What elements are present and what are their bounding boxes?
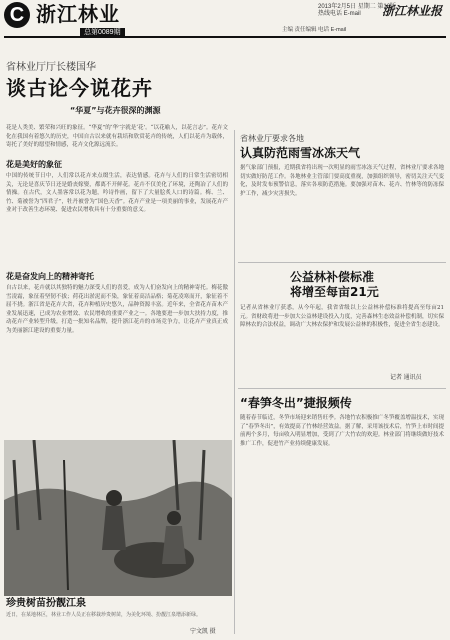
- story2-kicker: 省林业厅要求各地: [240, 134, 304, 143]
- lead-headline: 谈古论今说花卉: [6, 76, 153, 100]
- lead-kicker: 省林业厅厅长楼国华: [6, 62, 96, 73]
- photo-scene: [4, 440, 232, 596]
- divider-story3: [238, 388, 446, 389]
- column-divider: [234, 130, 235, 634]
- story4-headline: “春笋冬出”捷报频传: [240, 396, 352, 410]
- masthead: [0, 0, 450, 40]
- section1-text: 中国的传统节日中，人们常以花卉来点缀生活，表达情感。花卉与人们的日常生活密切相关，无论是喜庆节日还是婚丧嫁娶，都离不开鲜花。花卉不仅美化了环境，还陶冶了人们的情操。在古代，文人墨客常以花为题，吟诗作画，留下了大量脍炙人口的诗篇。梅、兰、竹、菊被誉为“四君子”，牡丹被誉为“国色天香”。花卉产业是一项美丽的事业，发展花卉产业对于改善生态环境、促进农民增收具有十分重要的意义。: [6, 173, 228, 213]
- story3-headline-line1: 公益林补偿标准: [290, 270, 375, 284]
- section1-title: 花是美好的象征: [6, 160, 62, 169]
- section2-title: 花是奋发向上的精神寄托: [6, 272, 94, 281]
- photo-caption: 近日，在某地林区，林业工作人员正在移栽珍贵树苗，为美化环境、扮靓江泉增添新绿。: [6, 612, 202, 618]
- dateline: 2013年2月5日 星期二 第16版 热线电话 E-mail: [318, 4, 397, 17]
- divider-story2: [238, 262, 446, 263]
- photo-title: 珍贵树苗扮靓江泉: [6, 598, 86, 609]
- lead-intro: 花是人类美、繁荣和兴旺的象征。“华夏”的‘华’字就是‘花’。“以花喻人，以花言志”。花卉文化在我国有着悠久的历史，中国自古以来就有栽培和欣赏花卉的传统，人们以花卉为载体，寄托了美好的愿望和情感，花卉文化源远流长。: [6, 125, 228, 148]
- masthead-rule: [4, 36, 446, 38]
- story3-headline-line2: 将增至每亩21元: [290, 285, 379, 299]
- paper-name: 浙江林业报: [382, 4, 443, 18]
- section2-text: 自古以来，花卉就以其独特的魅力深受人们的喜爱，成为人们奋发向上的精神寄托。梅花傲雪凌霜，象征着坚韧不拔；荷花出淤泥而不染，象征着高洁品格；菊花凌寒而开，象征着不屈不挠。浙江省是花卉大省，花卉种植历史悠久，品种资源丰富。近年来，全省花卉苗木产业发展迅速，已成为农业增效、农民增收的重要产业之一。各地要进一步加大扶持力度，推动花卉产业转型升级，打造一批知名品牌，提升浙江花卉的市场竞争力，让花卉产业真正成为美丽浙江建设的重要力量。: [6, 285, 228, 334]
- story2-text: 据气象部门预报，近期我省将出现一次明显的雨雪冰冻天气过程，省林业厅要求各地切实做好防范工作。各地林业主管部门要高度重视，加强组织领导，密切关注天气变化，及时发布预警信息，落实各项防范措施。要加强对苗木、花卉、竹林等的防冻保护工作，减少灾害损失。: [240, 165, 444, 197]
- lead-subhead: “华夏”与花卉很深的渊源: [70, 106, 161, 115]
- story4-text: 随着春节临近，冬笋市场迎来销售旺季。各地竹农积极推广冬笋覆盖增温技术，实现了“春笋冬出”，有效提高了竹林经营效益。据了解，采用该技术后，竹笋上市时间提前两个多月，每亩收入明显增加，受到了广大竹农的欢迎。林业部门将继续做好技术推广工作，促进竹产业持续健康发展。: [240, 415, 444, 447]
- story3-byline: 记者 通讯员: [390, 375, 422, 381]
- news-photo: [4, 440, 232, 596]
- section-title: 浙江林业: [36, 2, 120, 26]
- photo-credit: 宁文凯 摄: [190, 629, 216, 635]
- editors-line: 主编 责任编辑 电话 E-mail: [282, 27, 347, 33]
- story3-text: 记者从省林业厅获悉，从今年起，我省省级以上公益林补偿标准将提高至每亩21元。省财政将进一步加大公益林建设投入力度，完善森林生态效益补偿机制，切实保障林农的合法权益，调动广大林农保护和发展公益林的积极性，促进全省生态建设。: [240, 305, 444, 328]
- section-logo: C: [4, 2, 30, 28]
- issue-number: 总第0089期: [80, 28, 125, 38]
- story2-headline: 认真防范雨雪冰冻天气: [240, 146, 361, 160]
